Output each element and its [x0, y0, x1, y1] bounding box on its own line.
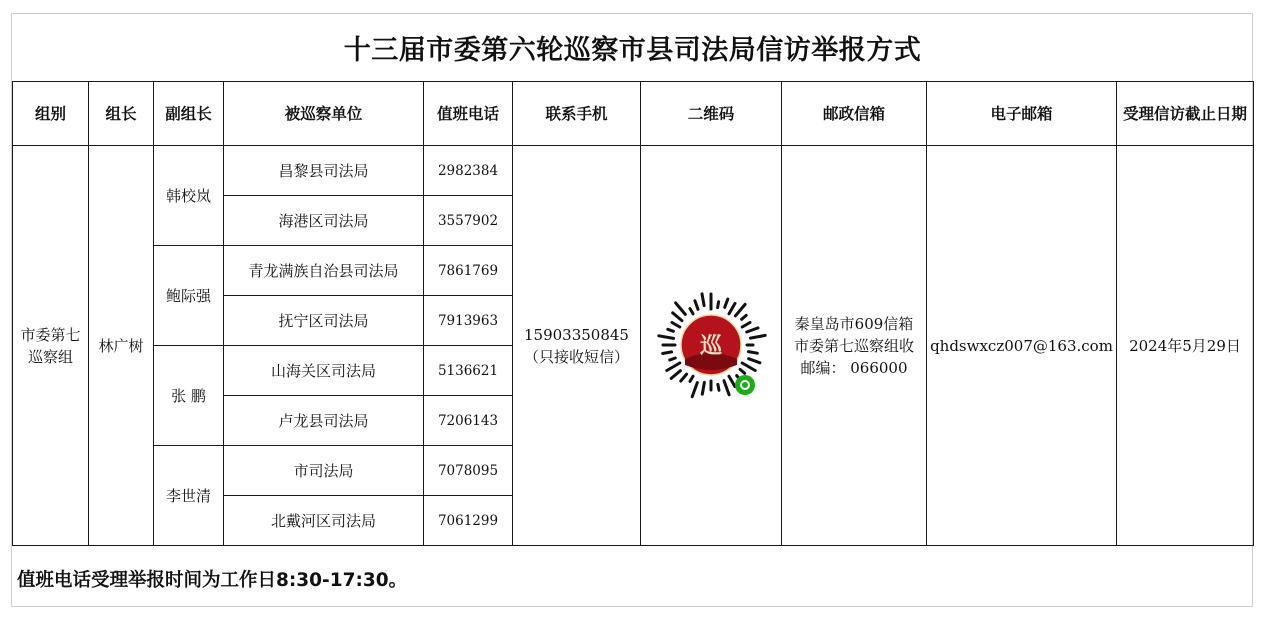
qrcode-ray [729, 303, 735, 313]
qrcode-ray [702, 382, 704, 394]
qrcode-ray [681, 374, 687, 381]
postal-line-3: 邮编： 066000 [800, 358, 908, 377]
deadline-cell: 2024年5月29日 [1117, 146, 1254, 546]
qrcode-ray [672, 322, 680, 327]
qrcode-ray [724, 380, 729, 394]
leader-name-cell: 林广树 [89, 146, 154, 546]
qrcode-ray [718, 384, 719, 390]
qrcode-ray [742, 315, 747, 319]
footer-note: 值班电话受理举报时间为工作日8:30-17:30。 [17, 570, 408, 591]
header-row [13, 82, 1254, 146]
qrcode-ray [690, 308, 693, 313]
qrcode-ray [718, 301, 719, 307]
duty-phone-cell: 7078095 [424, 446, 513, 496]
header-deadline: 受理信访截止日期 [1117, 82, 1254, 146]
qrcode-ray [671, 370, 680, 378]
email-cell: qhdswxcz007@163.com [927, 146, 1117, 546]
qrcode-ray [659, 335, 674, 338]
qrcode-cell [641, 146, 782, 546]
unit-cell: 卢龙县司法局 [224, 396, 424, 446]
duty-phone-cell: 7861769 [424, 246, 513, 296]
header-group: 组别 [13, 82, 89, 146]
unit-cell: 市司法局 [224, 446, 424, 496]
unit-cell: 山海关区司法局 [224, 346, 424, 396]
qrcode-ray [747, 327, 758, 331]
qrcode-ray [673, 312, 682, 320]
qrcode-ray [735, 304, 745, 316]
mobile-cell [513, 146, 641, 546]
qrcode-ray [663, 351, 672, 353]
table-row [13, 146, 1254, 196]
qrcode-ray [702, 293, 704, 305]
header-leader: 组长 [89, 82, 154, 146]
deputy-cell: 鲍际强 [154, 246, 224, 346]
qrcode-ray [748, 351, 757, 353]
deputy-cell: 李世清 [154, 446, 224, 546]
header-unit: 被巡察单位 [224, 82, 424, 146]
postal-line-1: 秦皇岛市609信箱 [794, 314, 914, 333]
duty-phone-cell: 7913963 [424, 296, 513, 346]
postal-line-2: 市委第七巡察组收 [793, 336, 914, 355]
qrcode-ray [668, 329, 674, 331]
qrcode-ray [742, 322, 750, 327]
header-qrcode: 二维码 [641, 82, 782, 146]
header-postal: 邮政信箱 [782, 82, 927, 146]
qrcode-ray [692, 382, 697, 396]
duty-phone-cell: 3557902 [424, 196, 513, 246]
qrcode-ray [725, 299, 728, 307]
unit-cell: 抚宁区司法局 [224, 296, 424, 346]
group-name-cell: 市委第七巡察组 [13, 146, 89, 546]
header-deputy: 副组长 [154, 82, 224, 146]
qrcode-ray [667, 363, 680, 371]
header-duty-phone: 值班电话 [424, 82, 513, 146]
duty-phone-cell: 7061299 [424, 496, 513, 546]
wechat-mini-program-code-icon [655, 281, 767, 411]
deputy-cell: 韩校岚 [154, 146, 224, 246]
unit-cell: 海港区司法局 [224, 196, 424, 246]
qrcode-ray [740, 369, 745, 373]
deputy-cell: 张 鹏 [154, 346, 224, 446]
mobile-note: （只接收短信） [523, 347, 629, 366]
mobile-number: 15903350845 [524, 325, 629, 344]
duty-phone-cell: 2982384 [424, 146, 513, 196]
qrcode-badge-text: 巡 [699, 332, 723, 359]
header-mobile: 联系手机 [513, 82, 641, 146]
qrcode-ray [695, 300, 698, 309]
duty-phone-cell: 5136621 [424, 346, 513, 396]
header-email: 电子邮箱 [927, 82, 1117, 146]
qrcode-ray [676, 302, 686, 314]
unit-cell: 青龙满族自治县司法局 [224, 246, 424, 296]
qrcode-ray [670, 358, 676, 360]
unit-cell: 北戴河区司法局 [224, 496, 424, 546]
postal-cell [782, 146, 927, 546]
qrcode-ray [729, 376, 735, 386]
unit-cell: 昌黎县司法局 [224, 146, 424, 196]
contact-table [12, 81, 1254, 546]
qrcode-ray [690, 376, 693, 381]
qrcode-ray [749, 358, 760, 362]
qrcode-ray [742, 363, 755, 371]
page-title: 十三届市委第六轮巡察市县司法局信访举报方式 [343, 35, 922, 66]
duty-phone-cell: 7206143 [424, 396, 513, 446]
qrcode-ray [750, 335, 765, 338]
